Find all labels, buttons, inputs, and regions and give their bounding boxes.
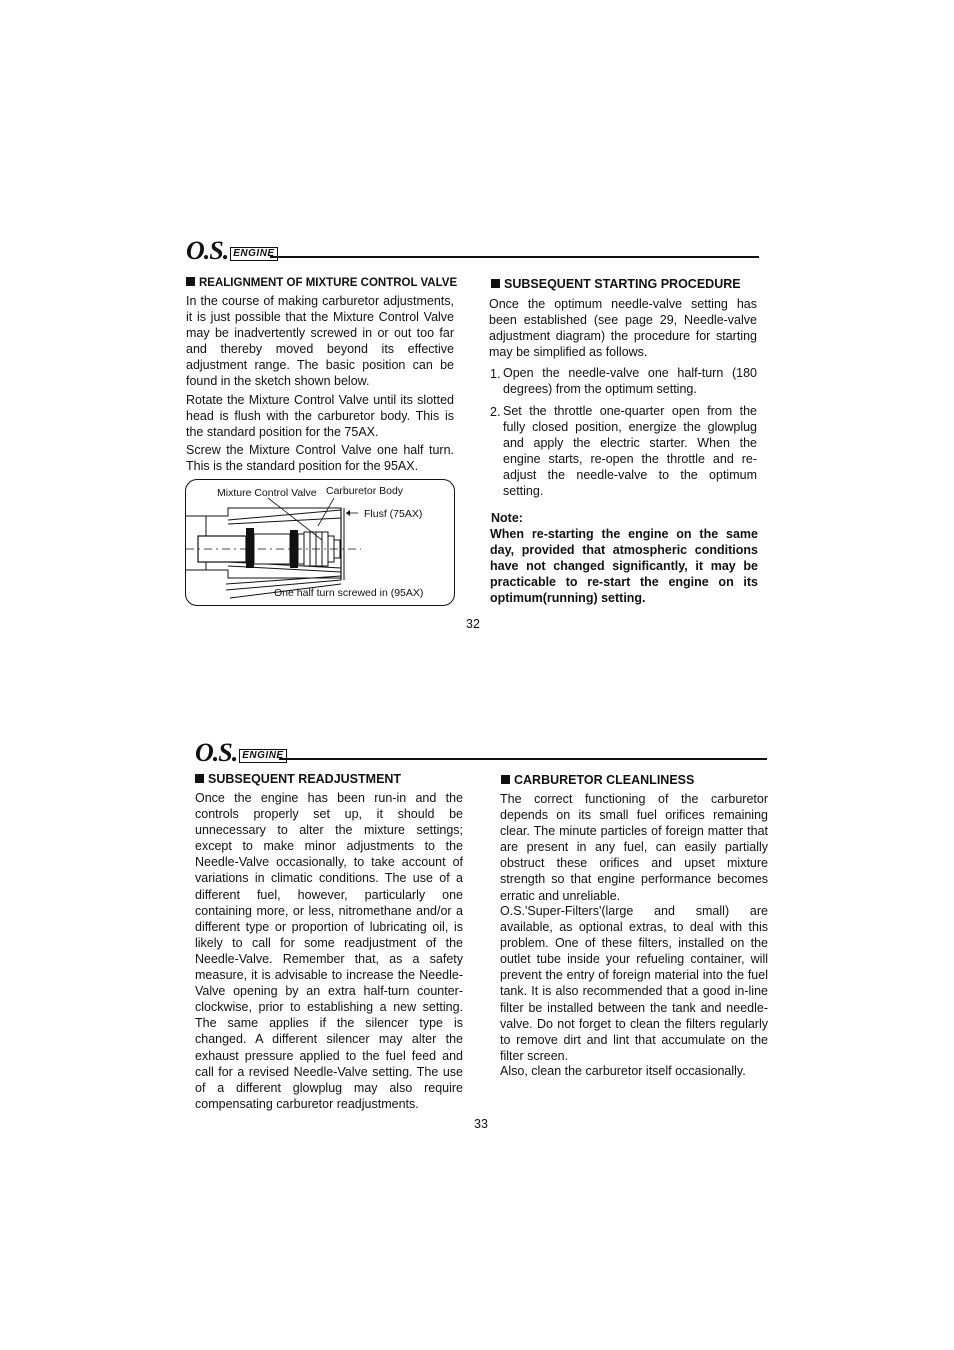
header-rule [270, 256, 759, 258]
realignment-paragraph-3: Screw the Mixture Control Valve one half turn. This is the standard position for the 95AX. [186, 443, 454, 474]
realignment-paragraph-2: Rotate the Mixture Control Valve until its slotted head is flush with the carburetor body. This is the standard position for the 75AX. [186, 393, 454, 440]
os-engine-logo [186, 238, 278, 264]
cleanliness-paragraph-3: Also, clean the carburetor itself occasionally. [500, 1064, 746, 1078]
label-carburetor-body: Carburetor Body [326, 485, 404, 497]
step-2-text: Set the throttle one-quarter open from the fully closed position, energize the glowplug and apply the electric starter. When the engine starts, re-open the throttle and re-adjust the needle-valve to the optimum setting. [503, 404, 757, 499]
label-flush-75ax: Flusf (75AX) [364, 508, 423, 520]
label-mixture-control-valve: Mixture Control Valve [217, 487, 317, 499]
bullet-square-icon [195, 774, 204, 783]
section-heading-realignment: REALIGNMENT OF MIXTURE CONTROL VALVE [186, 275, 457, 291]
logo-os-text: O.S. [195, 738, 238, 767]
section-heading-cleanliness: CARBURETOR CLEANLINESS [501, 772, 694, 788]
section-heading-readjustment: SUBSEQUENT READJUSTMENT [195, 771, 401, 787]
bullet-square-icon [491, 279, 500, 288]
mixture-valve-diagram [185, 479, 455, 606]
cleanliness-paragraph-2: O.S.'Super-Filters'(large and small) are available, as optional extras, to deal with this problem. One of these filters, installed on the outlet tube inside your refueling container, will prevent the entry of foreign material into the fuel tank. It is also recommended that a good in-line filter be installed between the tank and needle-valve. Do not forget to clean the filters regularly to remove dirt and lint that accumulate on the filter screen. [500, 904, 768, 1063]
step-1-text: Open the needle-valve one half-turn (180 degrees) from the optimum setting. [503, 366, 757, 397]
note-label: Note: [491, 511, 523, 525]
logo-engine-text: ENGINE [239, 749, 286, 763]
section-heading-starting-procedure: SUBSEQUENT STARTING PROCEDURE [491, 276, 741, 292]
step-2-number: 2. [490, 405, 501, 419]
logo-engine-text: ENGINE [230, 247, 277, 261]
header-rule [279, 758, 767, 760]
bullet-square-icon [501, 775, 510, 784]
note-text: When re-starting the engine on the same day, provided that atmospheric conditions have not changed significantly, it may be practicable to re-start the engine on its optimum(running) setting. [490, 527, 758, 606]
os-engine-logo [195, 740, 287, 766]
realignment-paragraph-1: In the course of making carburetor adjustments, it is just possible that the Mixture Control Valve may be inadvertently screwed in or out too far and thereby moved beyond its effective adjustment range. The basic position can be found in the sketch shown below. [186, 294, 454, 389]
page-number-32: 32 [466, 617, 480, 631]
readjustment-paragraph: Once the engine has been run-in and the controls properly set up, it should be unnecessary to alter the mixture settings; except to make minor adjustments to the Needle-Valve occasionally, to take account of variations in climatic conditions. The use of a different fuel, however, particularly one containing more, or less, nitromethane and/or a different type or proportion of lubricating oil, is likely to call for some readjustment of the Needle-Valve. Remember that, as a safety measure, it is advisable to increase the Needle-Valve opening by an extra half-turn counter-clockwise, prior to establishing a new setting. The same applies if the silencer type is changed. A different silencer may alter the exhaust pressure applied to the fuel feed and call for a revised Needle-Valve setting. The use of a different glowplug may also require compensating carburetor readjustments. [195, 791, 463, 1111]
page-number-33: 33 [474, 1117, 488, 1131]
cleanliness-paragraph-1: The correct functioning of the carburetor depends on its small fuel orifices remaining clear. The minute particles of foreign matter that are present in any fuel, can easily partially obstruct these orifices and upset mixture strength so that engine performance becomes erratic and unreliable. [500, 792, 768, 903]
bullet-square-icon [186, 277, 195, 286]
label-half-turn-95ax: One half turn screwed in (95AX) [274, 587, 424, 599]
step-1-number: 1. [490, 367, 501, 381]
starting-paragraph-1: Once the optimum needle-valve setting has been established (see page 29, Needle-valve adjustment diagram) the procedure for starting may be simplified as follows. [489, 297, 757, 360]
logo-os-text: O.S. [186, 236, 229, 265]
